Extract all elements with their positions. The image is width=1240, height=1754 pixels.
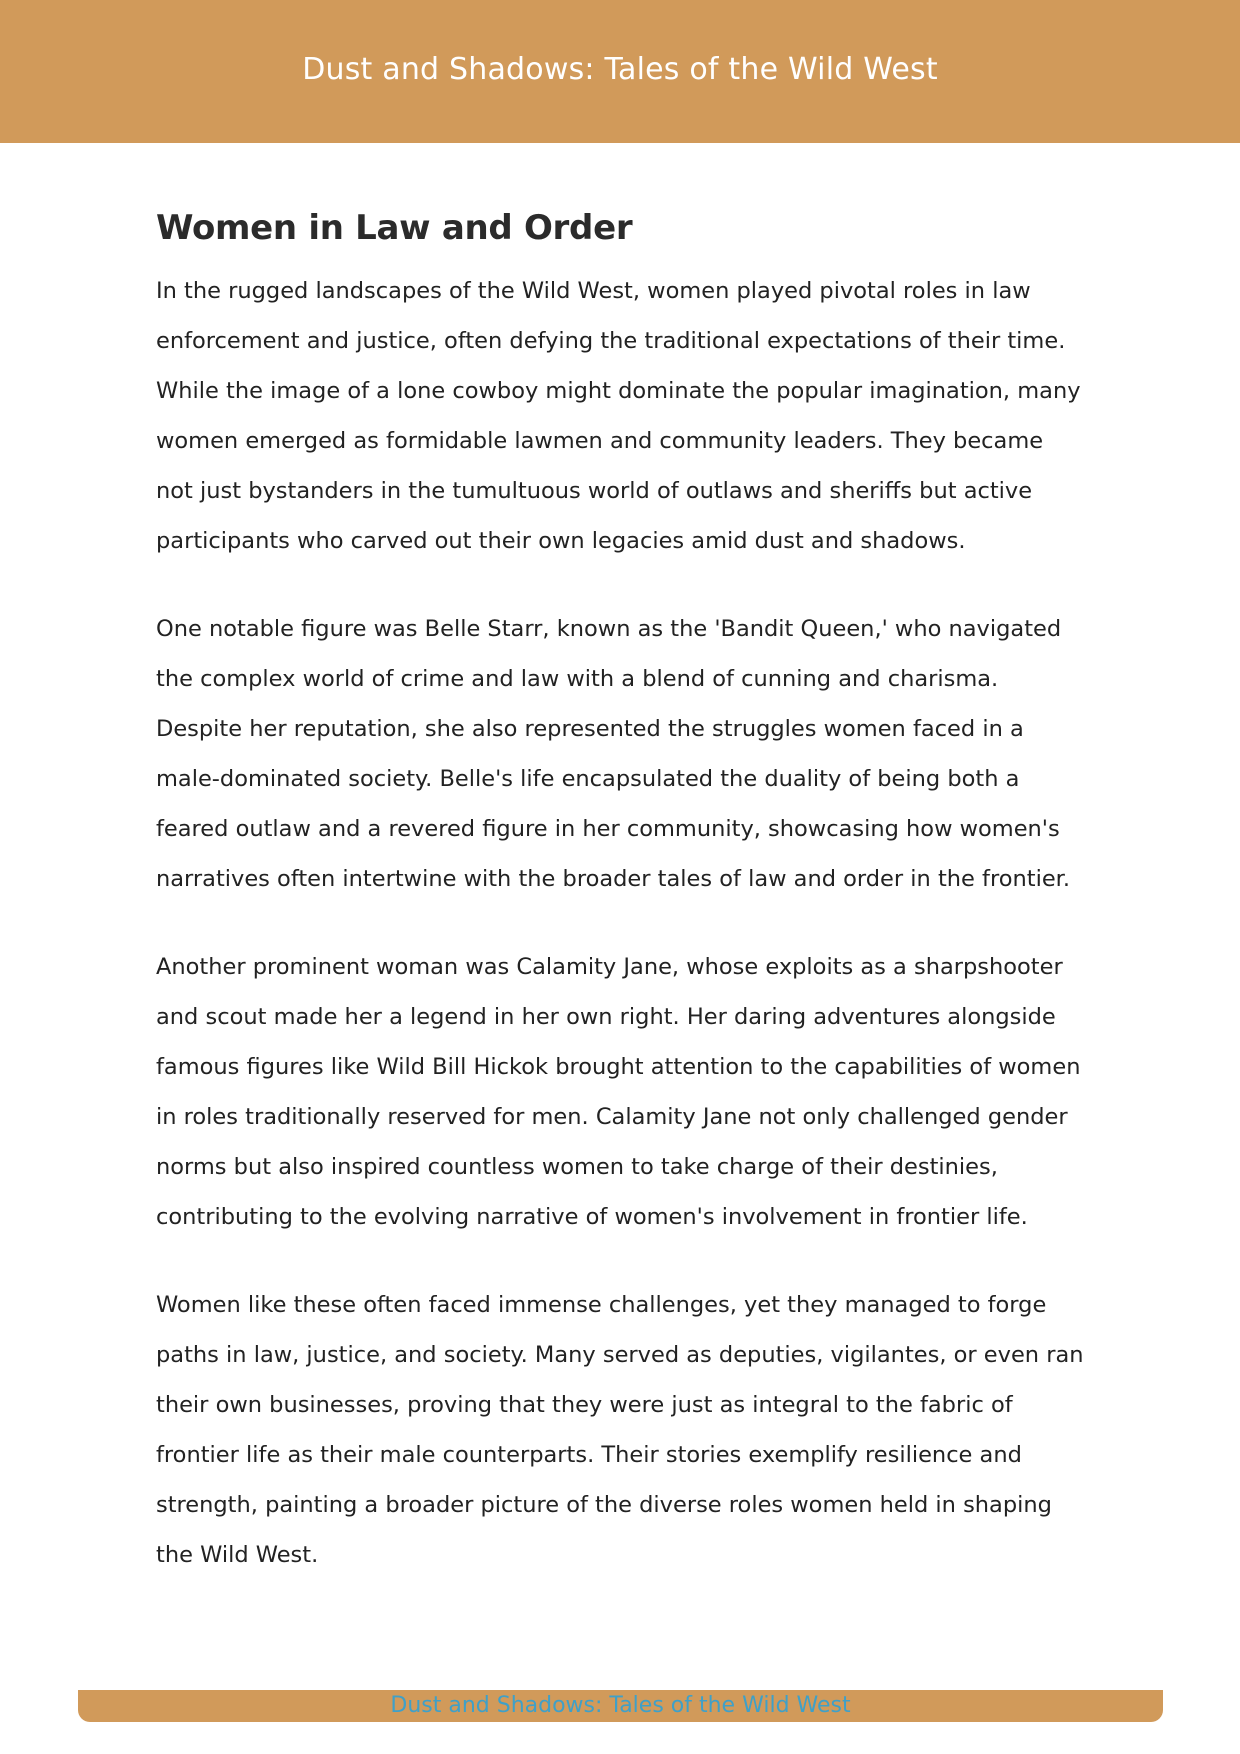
paragraph-calamity-jane: Another prominent woman was Calamity Jane, whose exploits as a sharpshooter and scout made her a legend in her own right. Her daring adventures alongside famous figures like Wild Bill Hickok brought attention to the capabilities of women in roles traditionally reserved for men. Calamity Jane not only challenged gender norms but also inspired countless women to take charge of their destinies, contributing to the evolving narrative of women's involvement in frontier life. [156, 954, 1081, 1230]
section-title: Women in Law and Order [156, 208, 633, 248]
paragraph-belle-starr: One notable figure was Belle Starr, known as the 'Bandit Queen,' who navigated the complex world of crime and law with a blend of cunning and charisma. Despite her reputation, she also represented the struggles women faced in a male-dominated society. Belle's life encapsulated the duality of being both a feared outlaw and a revered figure in her community, showcasing how women's narratives often intertwine with the broader tales of law and order in the frontier. [156, 616, 1070, 892]
page-content [156, 200, 1086, 1618]
page-header [0, 0, 1240, 143]
paragraph-conclusion: Women like these often faced immense challenges, yet they managed to forge paths in law, justice, and society. Many served as deputies, vigilantes, or even ran their own businesses, proving that they were just as integral to the fabric of frontier life as their male counterparts. Their stories exemplify resilience and strength, painting a broader picture of the diverse roles women held in shaping the Wild West. [156, 1292, 1084, 1568]
footer-title: Dust and Shadows: Tales of the Wild West [390, 1693, 851, 1718]
paragraph-intro: In the rugged landscapes of the Wild West, women played pivotal roles in law enforcement and justice, often defying the traditional expectations of their time. While the image of a lone cowboy might dominate the popular imagination, many women emerged as formidable lawmen and community leaders. They became not just bystanders in the tumultuous world of outlaws and sheriffs but active participants who carved out their own legacies amid dust and shadows. [156, 278, 1081, 554]
header-title: Dust and Shadows: Tales of the Wild West [302, 52, 938, 87]
page-footer [78, 1690, 1163, 1722]
